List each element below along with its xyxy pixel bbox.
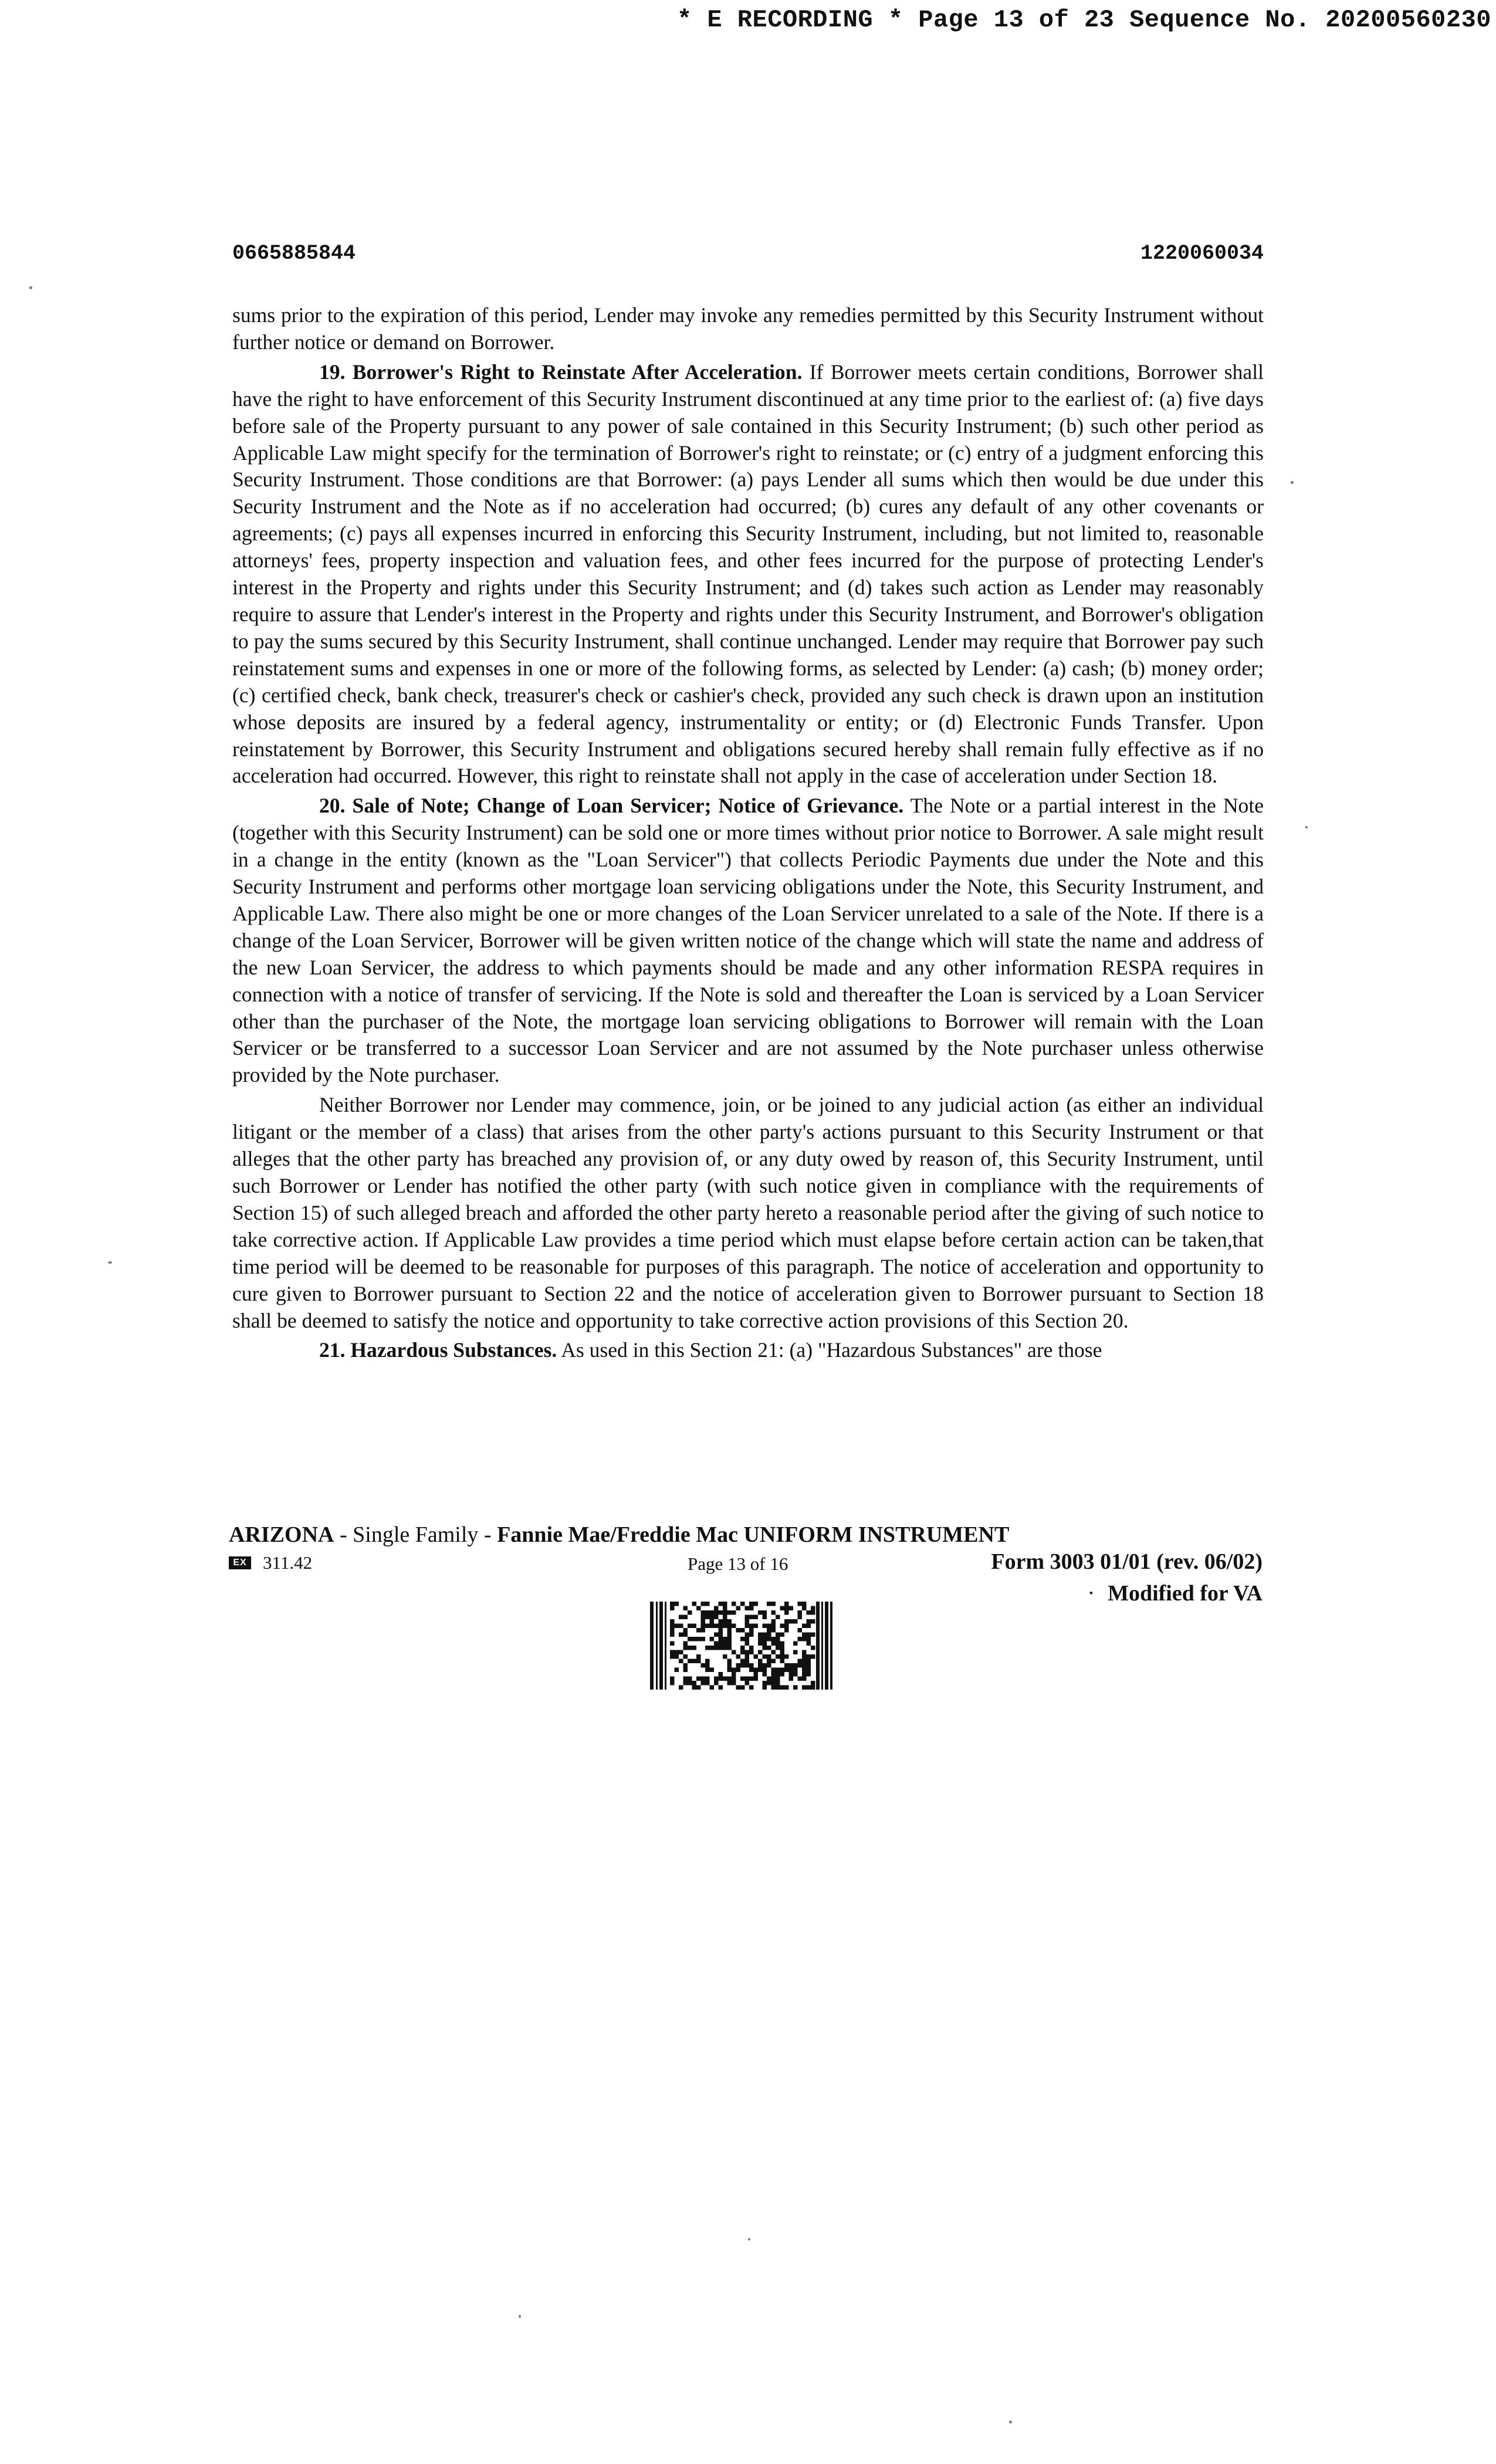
section-19-heading: 19. Borrower's Right to Reinstate After Acceleration.: [319, 360, 803, 384]
form-code-group: [229, 1552, 312, 1573]
section-20-paragraph: [232, 793, 1264, 1089]
section-21-heading: 21. Hazardous Substances.: [319, 1338, 557, 1362]
section-19-paragraph: [232, 359, 1264, 790]
loan-number-right: 1220060034: [1140, 242, 1264, 265]
bullet-dot: ·: [1087, 1581, 1095, 1606]
footer-state: ARIZONA: [229, 1522, 334, 1547]
section-21-text: As used in this Section 21: (a) "Hazardous Substances" are those: [557, 1338, 1102, 1362]
scan-speck: [1009, 2421, 1012, 2424]
scan-speck: [1305, 826, 1308, 828]
scan-speck: [1291, 481, 1294, 484]
document-body: [232, 302, 1264, 1367]
loan-number-left: 0665885844: [232, 242, 356, 265]
scan-speck: [108, 1261, 112, 1264]
section-19-text: If Borrower meets certain conditions, Borrower shall have the right to have enforcement of this Security Instrument discontinued at any time prior to the earliest of: (a) five days before sale of the Property pursuant to any power of sale contained in this Security Instrument; (b) such other period as Applicable Law might specify for the termination of Borrower's right to reinstate; or (c) entry of a judgment enforcing this Security Instrument. Those conditions are that Borrower: (a) pays Lender all sums which then would be due under this Security Instrument and the Note as if no acceleration had occurred; (b) cures any default of any other covenants or agreements; (c) pays all expenses incurred in enforcing this Security Instrument, including, but not limited to, reasonable attorneys' fees, property inspection and valuation fees, and other fees incurred for the purpose of protecting Lender's interest in the Property and rights under this Security Instrument; and (d) takes such action as Lender may reasonably require to assure that Lender's interest in the Property and rights under this Security Instrument, and Borrower's obligation to pay the sums secured by this Security Instrument, shall continue unchanged. Lender may require that Borrower pay such reinstatement sums and expenses in one or more of the following forms, as selected by Lender: (a) cash; (b) money order; (c) certified check, bank check, treasurer's check or cashier's check, provided any such check is drawn upon an institution whose deposits are insured by a federal agency, instrumentality or entity; or (d) Electronic Funds Transfer. Upon reinstatement by Borrower, this Security Instrument and obligations secured hereby shall remain fully effective as if no acceleration had occurred. However, this right to reinstate shall not apply in the case of acceleration under Section 18.: [232, 360, 1264, 788]
footer-separator: - Single Family -: [334, 1522, 497, 1547]
scan-speck: [29, 286, 32, 289]
section-20-text: The Note or a partial interest in the Note (together with this Security Instrument) can be sold one or more times without prior notice to Borrower. A sale might result in a change in the entity (known as the "Loan Servicer") that collects Periodic Payments due under the Note and this Security Instrument and performs other mortgage loan servicing obligations under the Note, this Security Instrument, and Applicable Law. There also might be one or more changes of the Loan Servicer unrelated to a sale of the Note. If there is a change of the Loan Servicer, Borrower will be given written notice of the change which will state the name and address of the new Loan Servicer, the address to which payments should be made and any other information RESPA requires in connection with a notice of transfer of servicing. If the Note is sold and thereafter the Loan is serviced by a Loan Servicer other than the purchaser of the Note, the mortgage loan servicing obligations to Borrower will remain with the Loan Servicer or be transferred to a successor Loan Servicer and are not assumed by the Note purchaser unless otherwise provided by the Note purchaser.: [232, 794, 1264, 1087]
paragraph-continuation: sums prior to the expiration of this period, Lender may invoke any remedies permitted by this Security Instrument without further notice or demand on Borrower.: [232, 303, 1264, 354]
section-20-heading: 20. Sale of Note; Change of Loan Servicer; Notice of Grievance.: [319, 794, 904, 818]
modified-label: Modified for VA: [1108, 1581, 1263, 1606]
publisher-logo: EX: [229, 1556, 251, 1569]
footer-instrument: Fannie Mae/Freddie Mac UNIFORM INSTRUMENT: [497, 1522, 1010, 1547]
recording-header: * E RECORDING * Page 13 of 23 Sequence No. 20200560230: [676, 6, 1491, 34]
footer-row: [229, 1549, 1263, 1579]
barcode-image: [650, 1602, 835, 1690]
form-number: Form 3003 01/01 (rev. 06/02): [991, 1549, 1263, 1574]
form-code: 311.42: [263, 1552, 313, 1573]
page-number: Page 13 of 16: [688, 1553, 788, 1574]
grievance-paragraph: Neither Borrower nor Lender may commence, join, or be joined to any judicial action (as either an individual litigant or the member of a class) that arises from the other party's actions pursuant to this Security Instrument or that alleges that the other party has breached any provision of, or any duty owed by reason of, this Security Instrument, until such Borrower or Lender has notified the other party (with such notice given in compliance with the requirements of Section 15) of such alleged breach and afforded the other party hereto a reasonable period after the giving of such notice to take corrective action. If Applicable Law provides a time period which must elapse before certain action can be taken,that time period will be deemed to be reasonable for purposes of this paragraph. The notice of acceleration and opportunity to cure given to Borrower pursuant to Section 22 and the notice of acceleration given to Borrower pursuant to Section 18 shall be deemed to satisfy the notice and opportunity to take corrective action provisions of this Section 20.: [232, 1093, 1264, 1332]
footer-title: [229, 1522, 1009, 1548]
scan-speck: [748, 2238, 750, 2240]
section-21-paragraph: [232, 1337, 1264, 1364]
modified-note: [1087, 1580, 1263, 1606]
scan-speck: [519, 2315, 521, 2318]
